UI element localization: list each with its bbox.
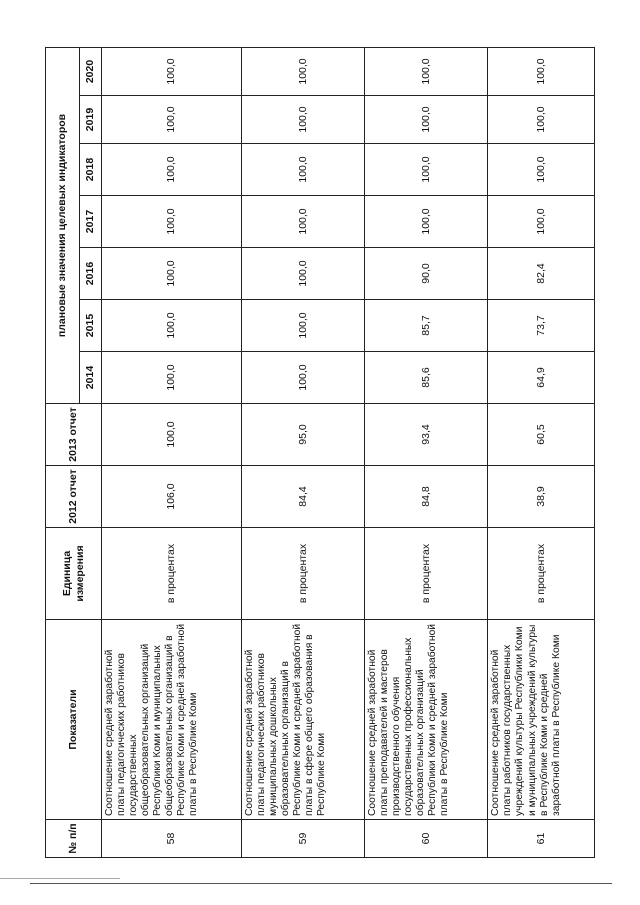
row-indicator: Соотношение средней заработной платы работников государственных учреждений культуры Республики Коми и муниципальных учреждений культуры в Республике Коми и средней заработной платы в Республике Коми <box>488 619 595 819</box>
table-row <box>241 47 364 857</box>
row-unit: в процентах <box>102 527 242 619</box>
row-plan: 100,0 <box>241 299 364 351</box>
indicators-table <box>45 46 595 857</box>
row-plan: 100,0 <box>102 95 242 143</box>
row-indicator: Соотношение средней заработной платы педагогических работников муниципальных дошкольных образовательных организаций в Республике Коми и средней заработной платы в сфере общего образования в Республике Коми <box>241 619 364 819</box>
row-2013: 95,0 <box>241 403 364 465</box>
row-plan: 100,0 <box>102 47 242 95</box>
table-row <box>488 47 595 857</box>
row-plan: 100,0 <box>241 143 364 195</box>
header-2013: 2013 отчет <box>46 403 102 465</box>
header-year: 2017 <box>80 195 102 247</box>
scan-artifact-line <box>0 878 120 879</box>
header-planned: плановые значения целевых индикаторов <box>46 47 80 403</box>
row-plan: 73,7 <box>488 299 595 351</box>
row-number: 60 <box>365 819 488 857</box>
scan-artifact-line <box>30 883 612 884</box>
row-plan: 100,0 <box>365 195 488 247</box>
row-plan: 100,0 <box>102 299 242 351</box>
row-plan: 100,0 <box>241 351 364 403</box>
row-plan: 100,0 <box>241 47 364 95</box>
header-2012: 2012 отчет <box>46 465 102 527</box>
header-year: 2018 <box>80 143 102 195</box>
row-plan: 100,0 <box>102 143 242 195</box>
row-indicator: Соотношение средней заработной платы преподавателей и мастеров производственного обучения государственных профессиональных образовательных организаций Республики Коми и средней заработной платы в Республике Коми <box>365 619 488 819</box>
row-plan: 100,0 <box>102 195 242 247</box>
header-no: № п/п <box>46 819 102 857</box>
row-plan: 100,0 <box>488 95 595 143</box>
row-plan: 100,0 <box>488 143 595 195</box>
row-plan: 100,0 <box>241 247 364 299</box>
row-plan: 85,6 <box>365 351 488 403</box>
row-plan: 100,0 <box>365 143 488 195</box>
row-plan: 100,0 <box>102 351 242 403</box>
row-2012: 106,0 <box>102 465 242 527</box>
row-2012: 84,8 <box>365 465 488 527</box>
row-plan: 100,0 <box>365 95 488 143</box>
row-plan: 100,0 <box>488 47 595 95</box>
row-plan: 100,0 <box>241 195 364 247</box>
row-number: 59 <box>241 819 364 857</box>
row-unit: в процентах <box>241 527 364 619</box>
row-2012: 84,4 <box>241 465 364 527</box>
header-indicator: Показатели <box>46 619 102 819</box>
row-plan: 100,0 <box>488 195 595 247</box>
row-plan: 90,0 <box>365 247 488 299</box>
row-plan: 82,4 <box>488 247 595 299</box>
row-plan: 64,9 <box>488 351 595 403</box>
table-row <box>102 47 242 857</box>
row-plan: 100,0 <box>241 95 364 143</box>
row-plan: 85,7 <box>365 299 488 351</box>
header-year: 2016 <box>80 247 102 299</box>
row-2013: 93,4 <box>365 403 488 465</box>
header-year: 2015 <box>80 299 102 351</box>
row-plan: 100,0 <box>365 47 488 95</box>
header-unit: Единица измерения <box>46 527 102 619</box>
header-year: 2014 <box>80 351 102 403</box>
row-indicator: Соотношение средней заработной платы педагогических работников государственных общеобразовательных организаций Республики Коми и муниципальных общеобразовательных организаций в Республике Коми и средней заработной платы в Республике Коми <box>102 619 242 819</box>
row-unit: в процентах <box>488 527 595 619</box>
header-year: 2020 <box>80 47 102 95</box>
row-plan: 100,0 <box>102 247 242 299</box>
header-year: 2019 <box>80 95 102 143</box>
row-number: 61 <box>488 819 595 857</box>
rotated-page <box>45 48 595 858</box>
row-2013: 60,5 <box>488 403 595 465</box>
row-2012: 38,9 <box>488 465 595 527</box>
row-2013: 100,0 <box>102 403 242 465</box>
table-row <box>365 47 488 857</box>
row-unit: в процентах <box>365 527 488 619</box>
row-number: 58 <box>102 819 242 857</box>
